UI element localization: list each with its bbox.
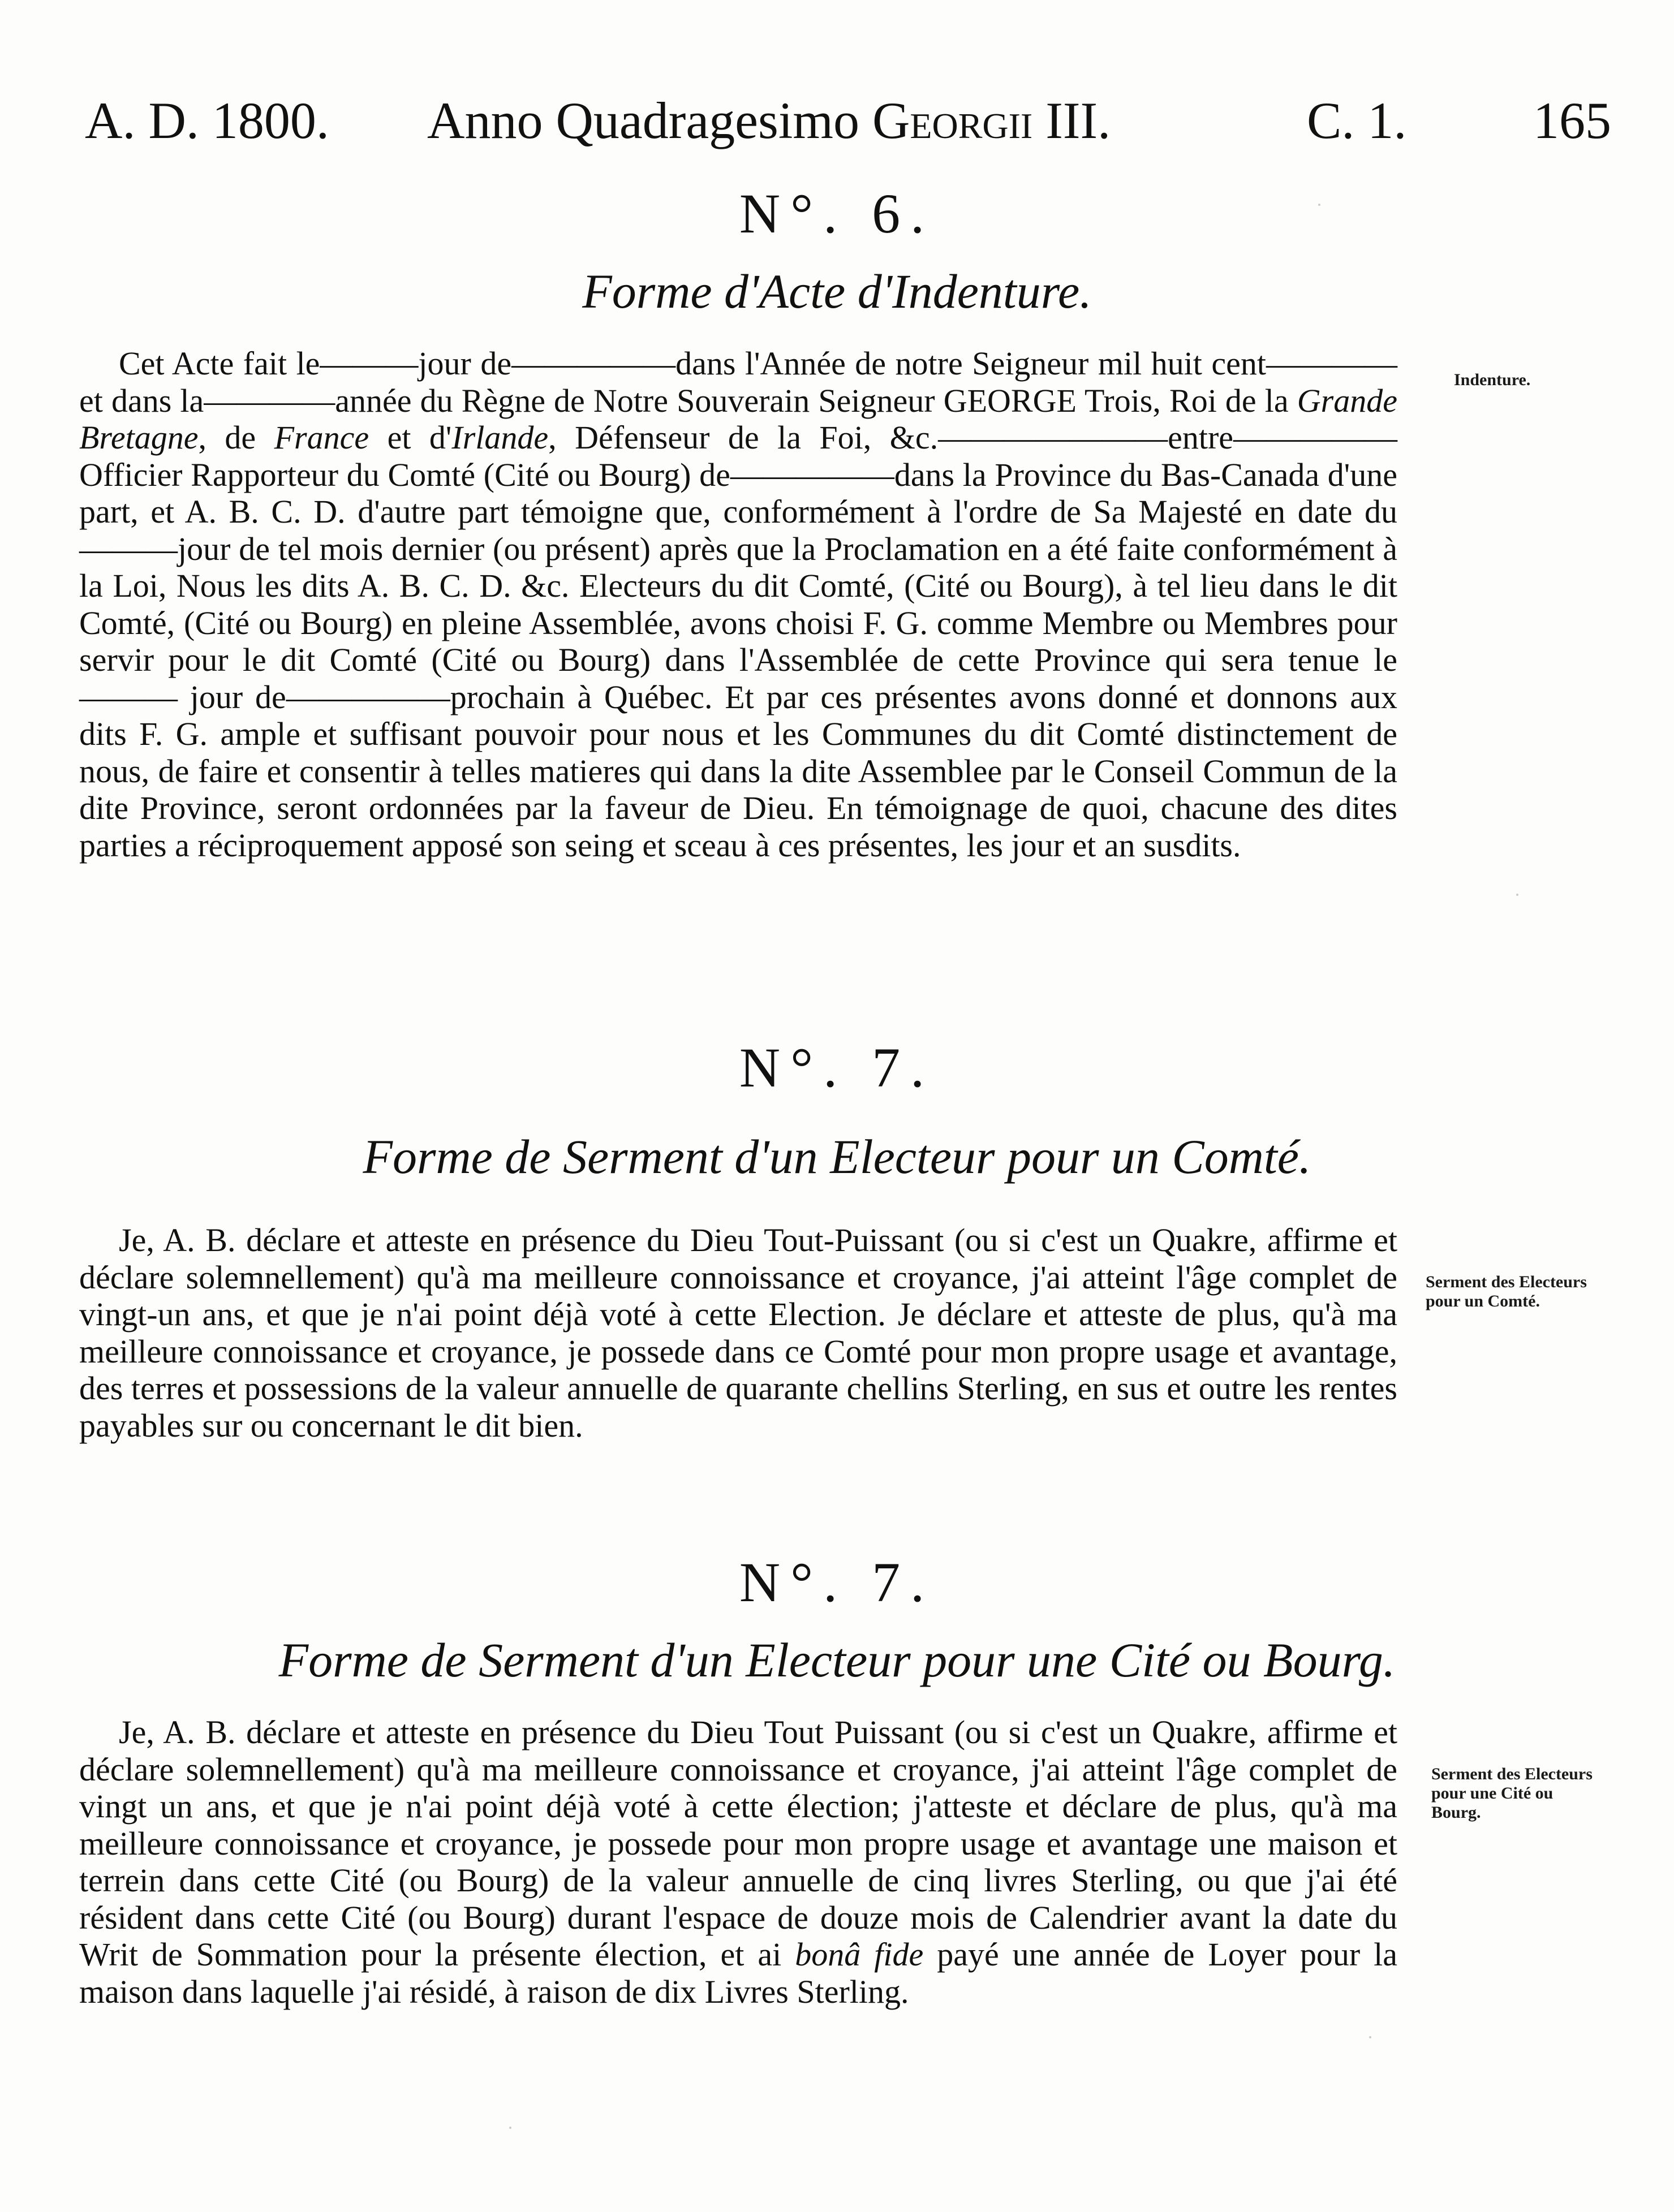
header-running-title	[427, 90, 1111, 164]
indenture-paragraph: Cet Acte fait le———jour de—————dans l'Année de notre Seigneur mil huit cent————et dans la————année du Règne de Notre Souverain Seigneur GEORGE Trois, Roi de la Grande Bretagne, de France et d'Irlande, Défenseur de la Foi, &c.———————entre—————Officier Rapporteur du Comté (Cité ou Bourg) de—————dans la Province du Bas-Canada d'une part, et A. B. C. D. d'autre part témoigne que, conformément à l'ordre de Sa Majesté en date du———jour de tel mois dernier (ou présent) après que la Proclamation en a été faite conformément à la Loi, Nous les dits A. B. C. D. &c. Electeurs du dit Comté, (Cité ou Bourg), à tel lieu dans le dit Comté, (Cité ou Bourg) en pleine Assemblée, avons choisi F. G. comme Membre ou Membres pour servir pour le dit Comté (Cité ou Bourg) dans l'Assemblée de cette Province qui sera tenue le——— jour de—————prochain à Québec. Et par ces présentes avons donné et donnons aux dits F. G. ample et suffisant pouvoir pour nous et les Communes du dit Comté distinctement de nous, de faire et consentir à telles matieres qui dans la dite Assemblee par le Conseil Commun de la dite Province, seront ordonnées par la faveur de Dieu. En témoignage de quoi, chacune des dites parties a réciproquement apposé son seing et sceau à ces présentes, les jour et an susdits.	[79, 345, 1398, 864]
italic-grande-bretagne: Grande Bretagne	[79, 382, 1397, 456]
running-title-king: Georgii	[872, 92, 1033, 149]
header-chapter: C. 1.	[1307, 92, 1407, 149]
section-number-7-city: N°. 7.	[739, 1551, 935, 1614]
oath-city-paragraph: Je, A. B. déclare et atteste en présence du Dieu Tout Puissant (ou si c'est un Quakre, affirme et déclare solemnellement) qu'à ma meilleure connoissance et croyance, j'ai atteint l'âge complet de vingt un ans, et que je n'ai point déjà voté à cette élection; j'atteste et déclare de plus, qu'à ma meilleure connoissance et croyance, je possede pour mon propre usage et avantage une maison et terrein dans cette Cité (ou Bourg) de la valeur annuelle de cinq livres Sterling, ou que j'ai été résident dans cette Cité (ou Bourg) durant l'espace de douze mois de Calendrier avant la date du Writ de Sommation pour la présente élection, et ai bonâ fide payé une année de Loyer pour la maison dans laquelle j'ai résidé, à raison de dix Livres Sterling.	[79, 1714, 1397, 2010]
scan-speck	[1516, 894, 1518, 896]
margin-note-oath-city: Serment des Electeurs pour une Cité ou Bourg.	[1431, 1765, 1593, 1822]
margin-note-indenture: Indenture.	[1454, 370, 1531, 389]
scan-speck	[1318, 204, 1320, 206]
section-title-indenture: Forme d'Acte d'Indenture.	[582, 264, 1092, 318]
header-year: A. D. 1800.	[85, 92, 329, 149]
page-number: 165	[1533, 92, 1611, 149]
section-title-oath-city: Forme de Serment d'un Electeur pour une Cité ou Bourg.	[278, 1633, 1396, 1687]
oath-county-body	[79, 1222, 1397, 1444]
scan-speck	[1369, 2036, 1371, 2038]
section-number-6: N°. 6.	[739, 182, 935, 245]
running-title-pre: Anno Quadragesimo	[427, 92, 872, 149]
italic-irlande: Irlande	[451, 419, 549, 456]
italic-france: France	[274, 419, 369, 456]
section-title-oath-county: Forme de Serment d'un Electeur pour un Comté.	[363, 1129, 1311, 1184]
oath-county-paragraph: Je, A. B. déclare et atteste en présence du Dieu Tout-Puissant (ou si c'est un Quakre, affirme et déclare solemnellement) qu'à ma meilleure connoissance et croyance, j'ai atteint l'âge complet de vingt-un ans, et que je n'ai point déjà voté à cette Election. Je déclare et atteste de plus, qu'à ma meilleure connoissance et croyance, je possede dans ce Comté pour mon propre usage et avantage, des terres et possessions de la valeur annuelle de quarante chellins Sterling, en sus et outre les rentes payables sur ou concernant le dit bien.	[79, 1222, 1397, 1444]
section-number-7-county: N°. 7.	[739, 1036, 935, 1099]
indenture-body	[79, 345, 1397, 864]
margin-note-oath-county: Serment des Electeurs pour un Comté.	[1426, 1273, 1587, 1310]
running-title-post: III.	[1032, 92, 1111, 149]
italic-bona-fide: bonâ fide	[795, 1936, 924, 1973]
oath-city-body	[79, 1714, 1397, 2010]
scan-speck	[509, 2127, 511, 2129]
